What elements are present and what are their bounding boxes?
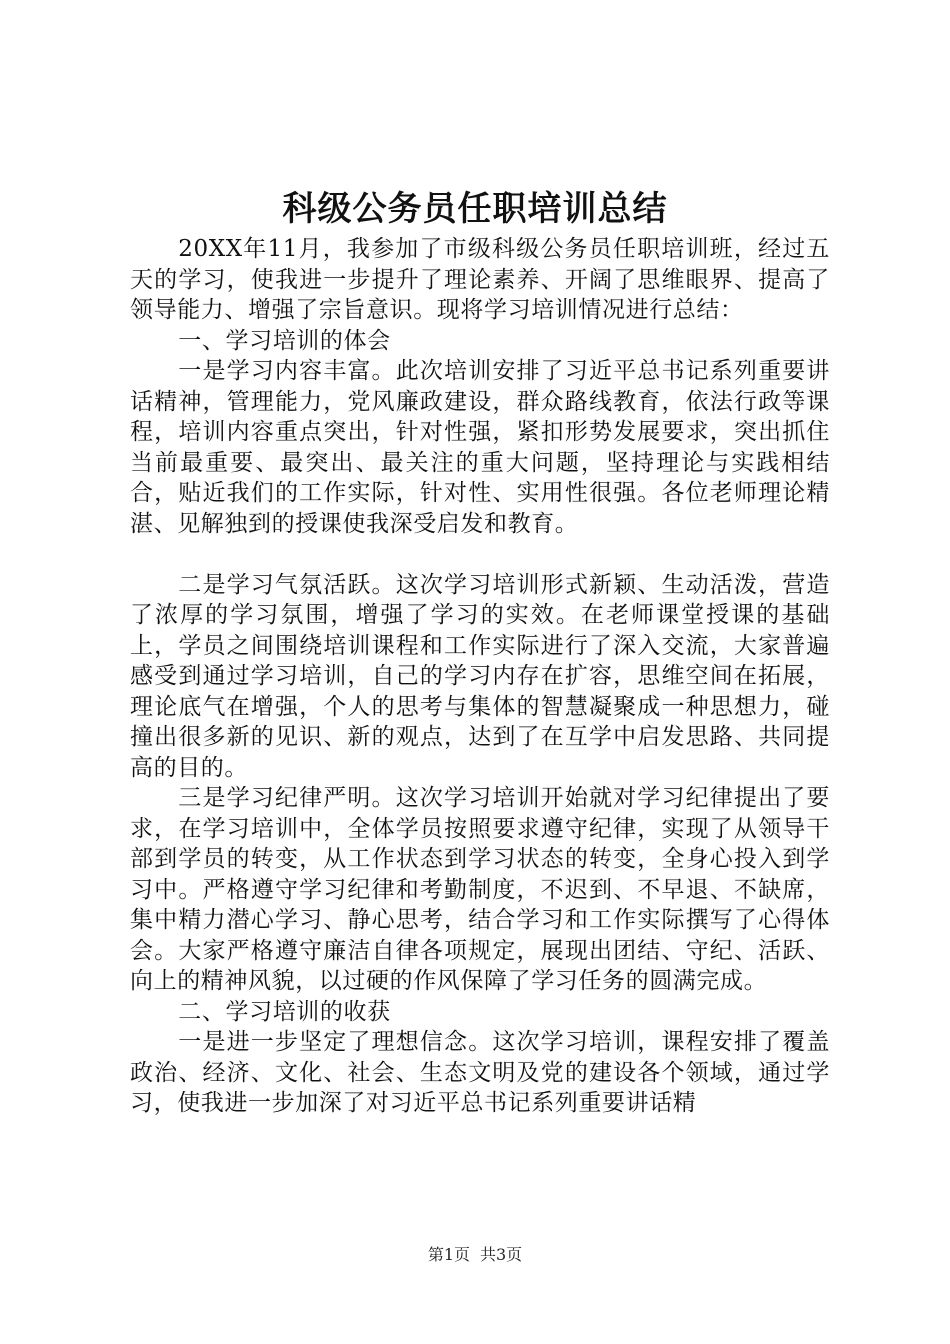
page-footer (0, 1244, 950, 1266)
section-heading-experience: 一、学习培训的体会 (178, 327, 391, 354)
paragraph-rich-content: 一是学习内容丰富。此次培训安排了习近平总书记系列重要讲话精神，管理能力，党风廉政建设，群众路线教育，依法行政等课程，培训内容重点突出，针对性强，紧扣形势发展要求，突出抓住当前最重要、最突出、最关注的重大问题，坚持理论与实践相结合，贴近我们的工作实际，针对性、实用性很强。各位老师理论精湛、见解独到的授课使我深受启发和教育。 (130, 358, 830, 537)
document-title: 科级公务员任职培训总结 (282, 189, 668, 229)
paragraph-lively-atmosphere: 二是学习气氛活跃。这次学习培训形式新颖、生动活泼，营造了浓厚的学习氛围，增强了学习的实效。在老师课堂授课的基础上，学员之间围绕培训课程和工作实际进行了深入交流，大家普遍感受到通过学习培训，自己的学习内存在扩容，思维空间在拓展，理论底气在增强，个人的思考与集体的智慧凝聚成一种思想力，碰撞出很多新的见识、新的观点，达到了在互学中启发思路、共同提高的目的。 (130, 571, 830, 781)
document-body (130, 234, 830, 1119)
paragraph-firm-beliefs: 一是进一步坚定了理想信念。这次学习培训，课程安排了覆盖政治、经济、文化、社会、生态文明及党的建设各个领域，通过学习，使我进一步加深了对习近平总书记系列重要讲话精 (130, 1029, 830, 1116)
page-total: 共3页 (480, 1245, 523, 1264)
section-heading-gains: 二、学习培训的收获 (178, 998, 391, 1025)
paragraph-strict-discipline: 三是学习纪律严明。这次学习培训开始就对学习纪律提出了要求，在学习培训中，全体学员按照要求遵守纪律，实现了从领导干部到学员的转变，从工作状态到学习状态的转变，全身心投入到学习中。严格遵守学习纪律和考勤制度，不迟到、不早退、不缺席，集中精力潜心学习、静心思考，结合学习和工作实际撰写了心得体会。大家严格遵守廉洁自律各项规定，展现出团结、守纪、活跃、向上的精神风貌，以过硬的作风保障了学习任务的圆满完成。 (130, 785, 830, 994)
intro-paragraph: 20XX年11月，我参加了市级科级公务员任职培训班，经过五天的学习，使我进一步提升了理论素养、开阔了思维眼界、提高了领导能力、增强了宗旨意识。现将学习培训情况进行总结： (130, 236, 830, 323)
page-number: 第1页 (427, 1245, 470, 1264)
